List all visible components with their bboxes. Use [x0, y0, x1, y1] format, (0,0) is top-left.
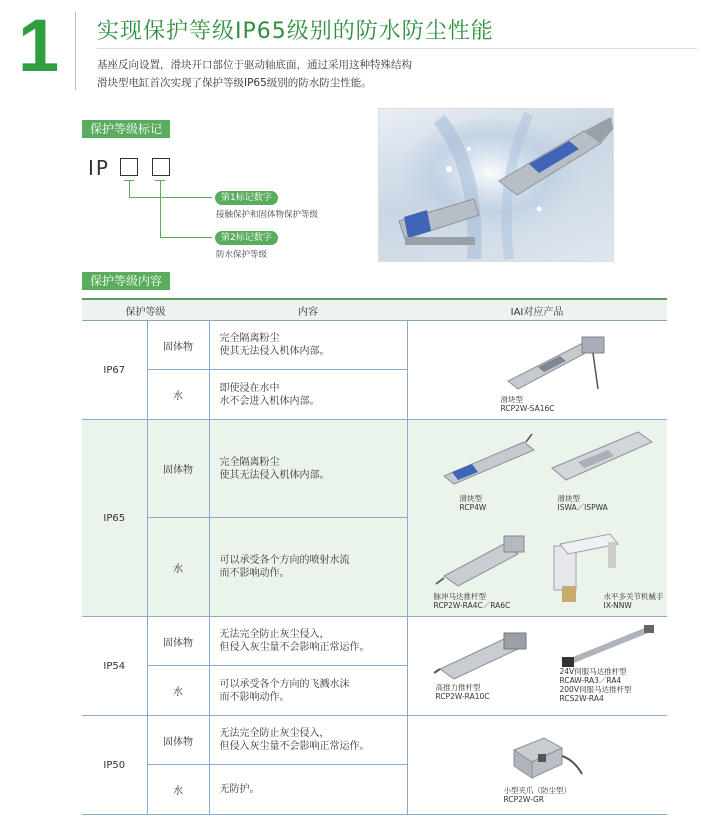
- water-desc: [209, 370, 407, 420]
- product-type: 滑块型: [557, 494, 580, 503]
- ip-prefix: IP: [88, 156, 110, 180]
- kind-solid: 固体物: [147, 420, 209, 518]
- kind-solid: 固体物: [147, 716, 209, 765]
- desc-line: 但侵入灰尘量不会影响正常运作。: [219, 741, 370, 752]
- ip-digit2-box: [152, 158, 170, 176]
- desc-line: 无法完全防止灰尘侵入，: [219, 728, 330, 739]
- product-model: IX-NNW: [603, 601, 632, 610]
- kind-water: 水: [147, 765, 209, 815]
- kind-solid: 固体物: [147, 617, 209, 666]
- intro-line-2: 滑块型电缸首次实现了保护等级IP65级别的防水防尘性能。: [97, 77, 372, 89]
- product-caption: [560, 667, 632, 703]
- product-caption: [460, 494, 487, 512]
- product-model: RCP2W-RA10C: [435, 692, 490, 701]
- product-type: 水平多关节机械手: [603, 592, 664, 601]
- bracket-line: [160, 180, 161, 238]
- title-underline: [97, 48, 697, 49]
- product-type: 小型夹爪（防尘型）: [503, 786, 571, 795]
- digit2-label: 第2标记数字: [215, 231, 278, 245]
- desc-line: 水不会进入机体内部。: [219, 395, 320, 407]
- water-desc: [209, 765, 407, 815]
- product-rcp4w-image: [438, 432, 538, 492]
- product-water-splash-photo: [378, 108, 614, 262]
- solid-desc: [209, 420, 407, 518]
- product-model: RCP2W-GR: [503, 795, 544, 804]
- product-caption: [558, 494, 608, 512]
- desc-line: 完全隔离粉尘: [219, 456, 280, 468]
- header-products: IAI对应产品: [407, 299, 667, 321]
- table-row: [82, 617, 667, 666]
- grade-ip65: IP65: [82, 420, 147, 617]
- bracket-line: [129, 180, 130, 198]
- table-row: [82, 716, 667, 765]
- product-model: RCP2W-RA4C／RA6C: [433, 601, 511, 610]
- kind-water: 水: [147, 666, 209, 716]
- water-desc: [209, 518, 407, 617]
- product-caption: [604, 592, 664, 610]
- product-model: ISWA／ISPWA: [557, 503, 608, 512]
- product-caption: [436, 683, 490, 701]
- section-header-marking: 保护等级标记: [82, 120, 170, 138]
- grade-ip50: IP50: [82, 716, 147, 815]
- bracket-line: [160, 237, 212, 238]
- product-rcp2w-ra10c-image: [434, 629, 534, 681]
- product-rcp2w-gr-image: [504, 730, 584, 782]
- products-ip65: [407, 420, 667, 617]
- product-type: 脉冲马达推杆型: [433, 592, 486, 601]
- desc-line: 可以承受各个方向的飞溅水沫: [219, 678, 350, 690]
- desc-line: 而不影响动作。: [219, 691, 290, 703]
- desc-line: 无法完全防止灰尘侵入，: [219, 629, 330, 640]
- section-header-content: 保护等级内容: [82, 272, 170, 290]
- product-rcp2w-ra4c-image: [434, 530, 534, 592]
- table-row: [82, 321, 667, 370]
- desc-line: 使其无法侵入机体内部。: [219, 346, 330, 357]
- intro-line-1: 基座反向设置，滑块开口部位于驱动轴底面，通过采用这种特殊结构: [97, 59, 412, 71]
- solid-desc: [209, 617, 407, 666]
- product-iswa-image: [548, 428, 656, 492]
- product-type: 200V伺服马达推杆型: [559, 685, 632, 694]
- desc-line: 使其无法侵入机体内部。: [219, 469, 330, 481]
- section-number: 1: [18, 4, 60, 87]
- kind-solid: 固体物: [147, 321, 209, 370]
- solid-desc: [209, 321, 407, 370]
- page-title: 实现保护等级IP65级别的防水防尘性能: [97, 19, 494, 44]
- product-caption: [501, 395, 555, 413]
- digit1-desc: 接触保护和固体物保护等级: [216, 210, 319, 220]
- grade-ip54: IP54: [82, 617, 147, 716]
- product-type: 高推力推杆型: [435, 683, 481, 692]
- product-model: RCS2W-RA4: [559, 694, 604, 703]
- water-desc: [209, 666, 407, 716]
- table-header-row: [82, 299, 667, 321]
- product-type: 滑块型: [500, 395, 523, 404]
- product-model: RCP4W: [459, 503, 487, 512]
- product-type: 24V伺服马达推杆型: [559, 667, 627, 676]
- desc-line: 无防护。: [219, 784, 260, 795]
- digit2-desc: 防水保护等级: [216, 250, 268, 260]
- products-ip67: [407, 321, 667, 420]
- grade-ip67: IP67: [82, 321, 147, 420]
- desc-line: 可以承受各个方向的喷射水流: [219, 555, 350, 566]
- bracket-line: [129, 197, 212, 198]
- desc-line: 而不影响动作。: [219, 568, 290, 579]
- product-caption: [434, 592, 511, 610]
- product-caption: [504, 786, 572, 804]
- kind-water: 水: [147, 370, 209, 420]
- header-content: 内容: [209, 299, 407, 321]
- kind-water: 水: [147, 518, 209, 617]
- digit1-label: 第1标记数字: [215, 191, 278, 205]
- desc-line: 完全隔离粉尘: [219, 333, 280, 344]
- table-row: [82, 420, 667, 518]
- desc-line: 即使浸在水中: [219, 382, 280, 394]
- product-rcp2w-sa16c-image: [498, 331, 608, 393]
- protection-grade-table: [82, 298, 667, 815]
- product-model: RCAW-RA3／RA4: [559, 676, 622, 685]
- products-ip50: [407, 716, 667, 815]
- product-model: RCP2W-SA16C: [500, 404, 555, 413]
- ip-digit1-box: [120, 158, 138, 176]
- desc-line: 但侵入灰尘量不会影响正常运作。: [219, 642, 370, 653]
- solid-desc: [209, 716, 407, 765]
- header-grade: 保护等级: [82, 299, 209, 321]
- products-ip54: [407, 617, 667, 716]
- product-type: 滑块型: [459, 494, 482, 503]
- product-rcaw-ra3-image: [558, 623, 658, 669]
- title-divider: [75, 12, 76, 90]
